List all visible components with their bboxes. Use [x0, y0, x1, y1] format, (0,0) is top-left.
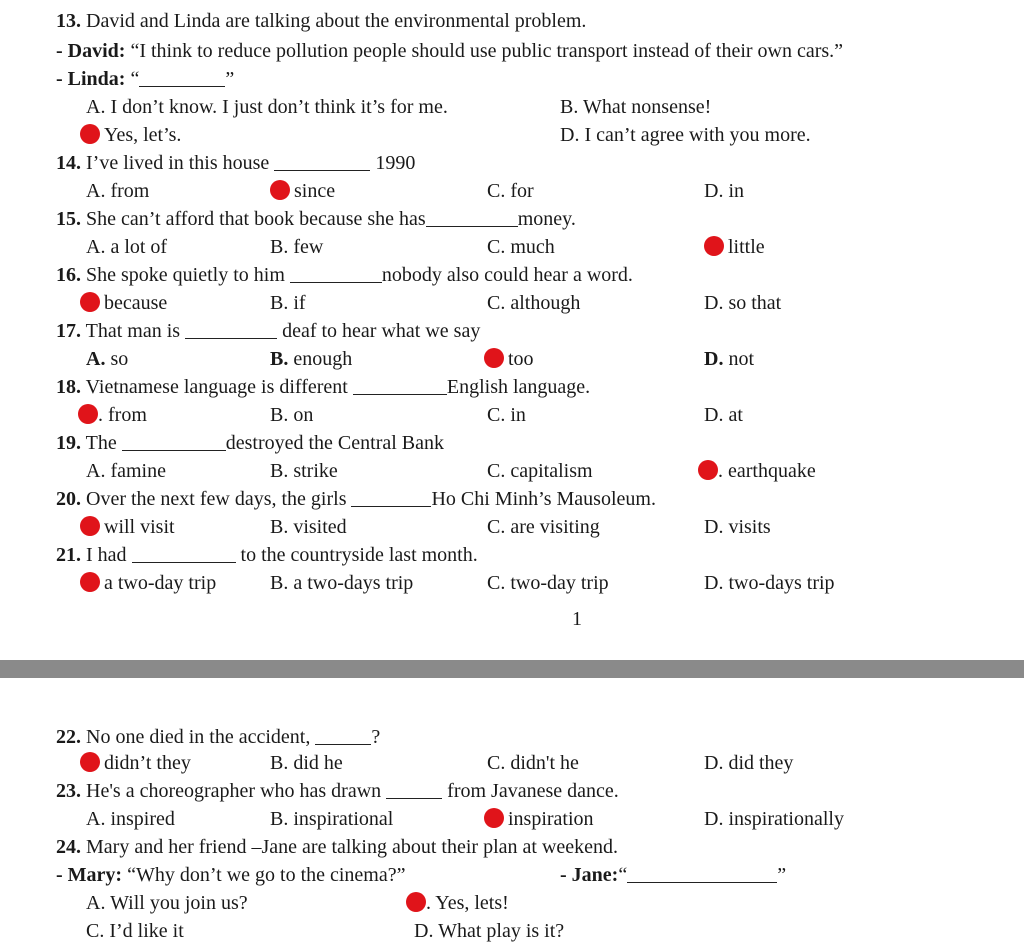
- question-number: 19.: [56, 432, 81, 454]
- option-c: C. in: [487, 404, 526, 426]
- option-a: A. a lot of: [86, 236, 168, 258]
- option-a: A. so: [86, 348, 129, 370]
- question-number: 22.: [56, 726, 81, 748]
- question-number: 24.: [56, 836, 81, 858]
- question-number: 14.: [56, 152, 81, 174]
- selected-answer-mark-icon: [484, 348, 504, 368]
- speaker-label: - Linda:: [56, 68, 126, 90]
- question-number: 23.: [56, 780, 81, 802]
- option-b: B. few: [270, 236, 324, 258]
- option-a: A. inspired: [86, 808, 175, 830]
- question-13: [56, 8, 586, 34]
- question-17: 17. That man is deaf to hear what we say: [56, 320, 481, 342]
- answer-blank: [185, 320, 277, 339]
- answer-blank: [132, 544, 236, 563]
- option-a: A. I don’t know. I just don’t think it’s for me.: [86, 96, 448, 118]
- option-b: B. strike: [270, 460, 338, 482]
- option-c: C. for: [487, 180, 534, 202]
- option-b: B. visited: [270, 516, 347, 538]
- page-number: 1: [572, 608, 582, 630]
- selected-answer-mark-icon: [80, 752, 100, 772]
- speaker-label: - Mary:: [56, 864, 123, 886]
- dialogue-text: “Why don’t we go to the cinema?”: [127, 864, 406, 886]
- option-c: C. much: [487, 236, 555, 258]
- answer-blank: [386, 780, 442, 799]
- answer-blank: [426, 208, 518, 227]
- answer-blank: [353, 376, 447, 395]
- option-d: D. What play is it?: [414, 920, 565, 942]
- option-b-selected: . Yes, lets!: [406, 890, 509, 916]
- option-d: D. in: [704, 180, 744, 202]
- option-a: A. famine: [86, 460, 166, 482]
- selected-answer-mark-icon: [80, 124, 100, 144]
- option-c: C. capitalism: [487, 460, 593, 482]
- answer-blank: [315, 726, 371, 745]
- option-d: D. inspirationally: [704, 808, 844, 830]
- answer-blank: [290, 264, 382, 283]
- selected-answer-mark-icon: [406, 892, 426, 912]
- option-a-selected: a two-day trip: [80, 570, 216, 596]
- option-d: D. I can’t agree with you more.: [560, 124, 811, 146]
- option-d-selected: . earthquake: [698, 458, 816, 484]
- option-c: C. are visiting: [487, 516, 600, 538]
- option-c-selected: inspiration: [484, 806, 594, 832]
- option-b-selected: since: [270, 178, 335, 204]
- question-number: 18.: [56, 376, 81, 398]
- option-d: D. did they: [704, 752, 794, 774]
- question-number: 17.: [56, 320, 81, 342]
- question-text: David and Linda are talking about the environmental problem.: [86, 10, 587, 32]
- mary-line: [56, 862, 406, 888]
- option-a-selected: . from: [78, 402, 147, 428]
- option-c-selected: too: [484, 346, 534, 372]
- option-d: D. visits: [704, 516, 771, 538]
- selected-answer-mark-icon: [270, 180, 290, 200]
- question-number: 16.: [56, 264, 81, 286]
- option-c: C. two-day trip: [487, 572, 609, 594]
- option-d: D. two-days trip: [704, 572, 835, 594]
- answer-blank: [122, 432, 226, 451]
- question-14: 14. I’ve lived in this house 1990: [56, 152, 416, 174]
- option-b: B. if: [270, 292, 306, 314]
- question-15: 15. She can’t afford that book because she has money.: [56, 208, 576, 230]
- option-b: B. enough: [270, 348, 353, 370]
- answer-blank: [139, 68, 225, 87]
- question-number: 13.: [56, 10, 81, 32]
- option-c: C. although: [487, 292, 581, 314]
- option-b: B. What nonsense!: [560, 96, 712, 118]
- question-number: 15.: [56, 208, 81, 230]
- option-d: D. so that: [704, 292, 782, 314]
- selected-answer-mark-icon: [698, 460, 718, 480]
- option-d: D. at: [704, 404, 743, 426]
- selected-answer-mark-icon: [80, 572, 100, 592]
- speaker-label: - David:: [56, 40, 126, 62]
- option-c: C. I’d like it: [86, 920, 184, 942]
- speaker-label: - Jane:: [560, 864, 619, 886]
- page-separator: [0, 660, 1024, 678]
- option-d: D. not: [704, 348, 755, 370]
- question-16: 16. She spoke quietly to him nobody also could hear a word.: [56, 264, 633, 286]
- option-a: A. Will you join us?: [86, 892, 248, 914]
- david-line: [56, 38, 843, 64]
- dialogue-text: “I think to reduce pollution people should use public transport instead of their own cars.”: [130, 40, 844, 62]
- option-d-selected: little: [704, 234, 765, 260]
- selected-answer-mark-icon: [704, 236, 724, 256]
- option-a-selected: will visit: [80, 514, 175, 540]
- selected-answer-mark-icon: [80, 516, 100, 536]
- option-b: B. a two-days trip: [270, 572, 414, 594]
- answer-blank: [627, 864, 777, 883]
- question-22: 22. No one died in the accident, ?: [56, 726, 381, 748]
- question-number: 21.: [56, 544, 81, 566]
- page-2: [0, 678, 1024, 944]
- question-18: 18. Vietnamese language is different English language.: [56, 376, 591, 398]
- option-a: A. from: [86, 180, 150, 202]
- question-text: Mary and her friend –Jane are talking about their plan at weekend.: [86, 836, 619, 858]
- option-b: B. inspirational: [270, 808, 394, 830]
- question-24: [56, 834, 618, 860]
- option-a-selected: because: [80, 290, 167, 316]
- question-23: 23. He's a choreographer who has drawn from Javanese dance.: [56, 780, 619, 802]
- question-19: 19. The destroyed the Central Bank: [56, 432, 445, 454]
- option-a-selected: didn’t they: [80, 750, 191, 776]
- option-b: B. on: [270, 404, 314, 426]
- question-20: 20. Over the next few days, the girls Ho Chi Minh’s Mausoleum.: [56, 488, 656, 510]
- option-c-selected: Yes, let’s.: [80, 122, 181, 148]
- question-21: 21. I had to the countryside last month.: [56, 544, 478, 566]
- option-c: C. didn't he: [487, 752, 579, 774]
- selected-answer-mark-icon: [484, 808, 504, 828]
- question-number: 20.: [56, 488, 81, 510]
- answer-blank: [351, 488, 431, 507]
- selected-answer-mark-icon: [80, 292, 100, 312]
- jane-line: - Jane:“ ”: [560, 864, 787, 886]
- option-b: B. did he: [270, 752, 343, 774]
- selected-answer-mark-icon: [78, 404, 98, 424]
- linda-line: - Linda: “ ”: [56, 68, 235, 90]
- answer-blank: [274, 152, 370, 171]
